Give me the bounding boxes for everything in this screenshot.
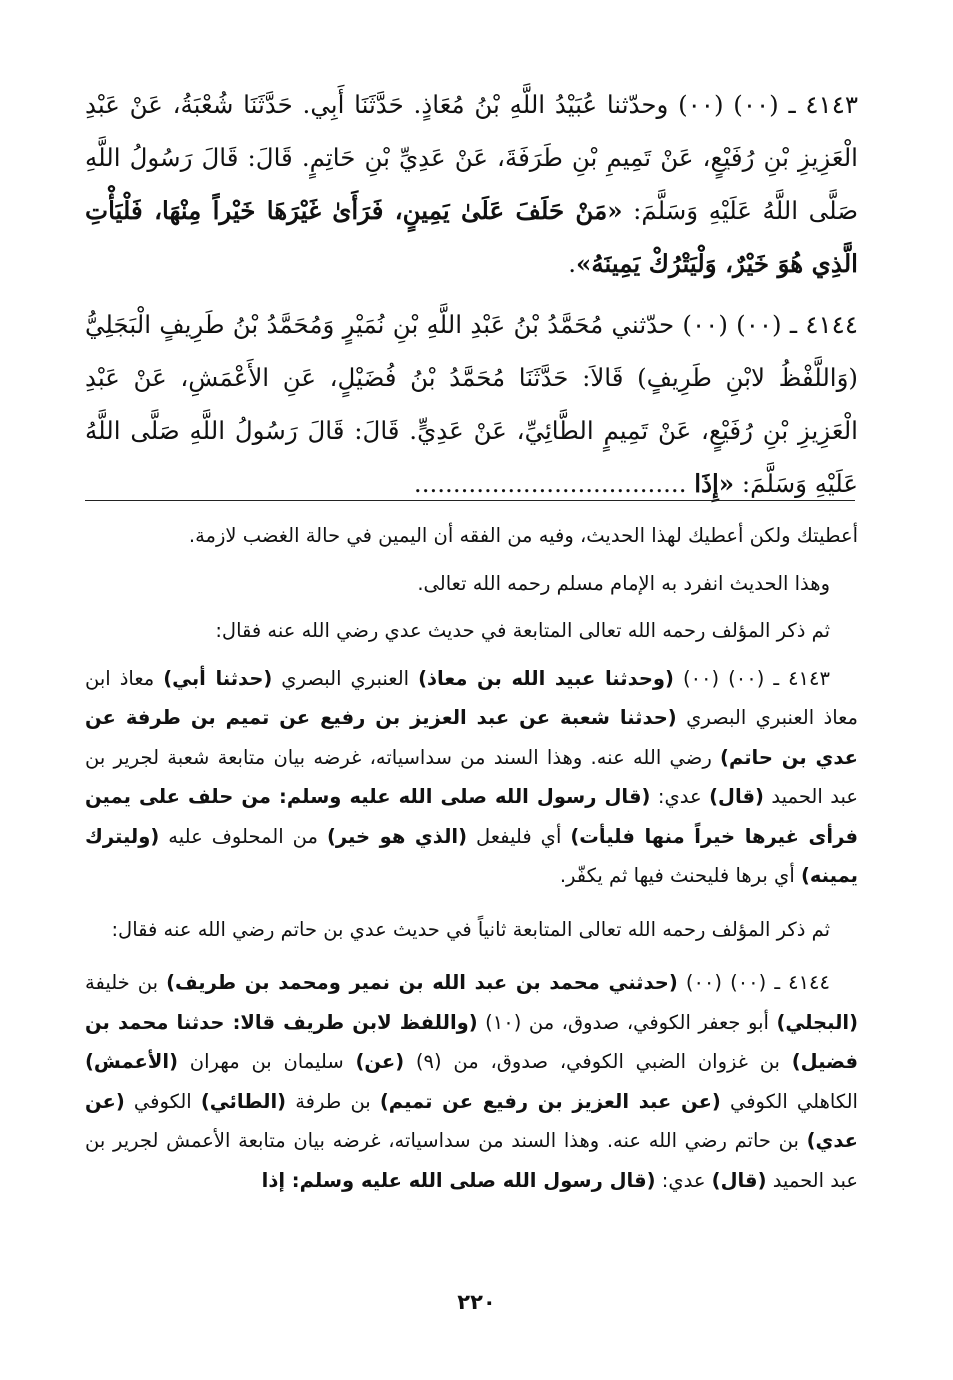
prophetic-saying: «إِذَا (694, 469, 735, 498)
hadith-4144: ٤١٤٤ ـ (٠٠) (٠٠) حدّثني مُحَمَّدُ بْنُ عَبْدِ اللَّهِ بْنِ نُمَيْرٍ وَمُحَمَّدُ بْنُ طَرِيفٍ الْبَجَلِيُّ (وَاللَّفْظُ لابْنِ طَرِيفٍ) قَالاَ: حَدَّثَنَا مُحَمَّدُ بْنُ فُضَيْلٍ، عَنِ الأَعْمَشِ، عَنْ عَبْدِ الْعَزِيزِ بْنِ رُفَيْعٍ، عَنْ تَمِيمٍ الطَّائِيِّ، عَنْ عَدِيٍّ. قَالَ: قَالَ رَسُولُ اللَّهِ صَلَّى اللَّهُ عَلَيْهِ وَسَلَّمَ: «إِذَا ................................... (85, 310, 858, 498)
commentary-paragraph: ثم ذكر المؤلف رحمه الله تعالى المتابعة ثانياً في حديث عدي بن حاتم رضي الله عنه فقال: (111, 917, 830, 941)
page-number: ٢٢٠ (457, 1290, 496, 1314)
hadith-text-section (85, 78, 858, 510)
commentary-hadith-4144: ٤١٤٤ ـ (٠٠) (٠٠) (حدثني محمد بن عبد الله بن نمير ومحمد بن طريف) بن خليفة (البجلي) أبو جعفر الكوفي، صدوق، من (١٠) (واللفظ لابن طريف قالا: حدثنا محمد بن فضيل) بن غزوان الضبي الكوفي، صدوق، من (٩) (عن) سليمان بن مهران (الأعمش) الكاهلي الكوفي (عن عبد العزيز بن رفيع عن تميم) بن طرفة (الطائي) الكوفي (عن عدي) بن حاتم رضي الله عنه. وهذا السند من سداسياته، غرضه بيان متابعة الأعمش لجرير بن عبد الحميد (قال) عدي: (قال رسول الله صلى الله عليه وسلم: إذا (85, 971, 859, 1192)
commentary-paragraph: وهذا الحديث انفرد به الإمام مسلم رحمه الله تعالى. (417, 571, 830, 595)
commentary-section (85, 516, 858, 1200)
commentary-paragraph: ثم ذكر المؤلف رحمه الله تعالى المتابعة في حديث عدي رضي الله عنه فقال: (215, 619, 830, 642)
commentary-hadith-4143: ٤١٤٣ ـ (٠٠) (٠٠) (وحدثنا عبيد الله بن معاذ) العنبري البصري (حدثنا أبي) معاذ ابن معاذ العنبري البصري (حدثنا شعبة عن عبد العزيز بن رفيع عن تميم بن طرفة عن عدي بن حاتم) رضي الله عنه. وهذا السند من سداسياته، غرضه بيان متابعة شعبة لجرير بن عبد الحميد (قال) عدي: (قال رسول الله صلى الله عليه وسلم: من حلف على يمين فرأى غيرها خيراً منها فليأت) أي فليفعل (الذي هو خير) من المحلوف عليه (وليترك يمينه) أي برها فليحنث فيها ثم يكفّر. (85, 666, 859, 887)
hadith-4143: ٤١٤٣ ـ (٠٠) (٠٠) وحدّثنا عُبَيْدُ اللَّهِ بْنُ مُعَاذٍ. حَدَّثَنَا أَبِي. حَدَّثَنَا شُعْبَةُ، عَنْ عَبْدِ الْعَزِيزِ بْنِ رُفَيْعٍ، عَنْ تَمِيمِ بْنِ طَرَفَةَ، عَنْ عَدِيِّ بْنِ حَاتِمٍ. قَالَ: قَالَ رَسُولُ اللَّهِ صَلَّى اللَّهُ عَلَيْهِ وَسَلَّمَ: «مَنْ حَلَفَ عَلَىٰ يَمِينٍ، فَرَأَىٰ غَيْرَهَا خَيْراً مِنْهَا، فَلْيَأْتِ الَّذِي هُوَ خَيْرٌ، وَلْيَتْرُكْ يَمِينَهُ». (85, 90, 859, 278)
prophetic-saying: «مَنْ حَلَفَ عَلَىٰ يَمِينٍ، فَرَأَىٰ غَيْرَهَا خَيْراً مِنْهَا، فَلْيَأْتِ الَّذِي هُوَ خَيْرٌ، وَلْيَتْرُكْ يَمِينَهُ» (85, 196, 858, 278)
commentary-paragraph: أعطيتك ولكن أعطيك لهذا الحديث، وفيه من الفقه أن اليمين في حالة الغضب لازمة. (188, 524, 858, 547)
continuation-dots: ................................... (413, 469, 695, 498)
footnote-separator (85, 500, 855, 501)
